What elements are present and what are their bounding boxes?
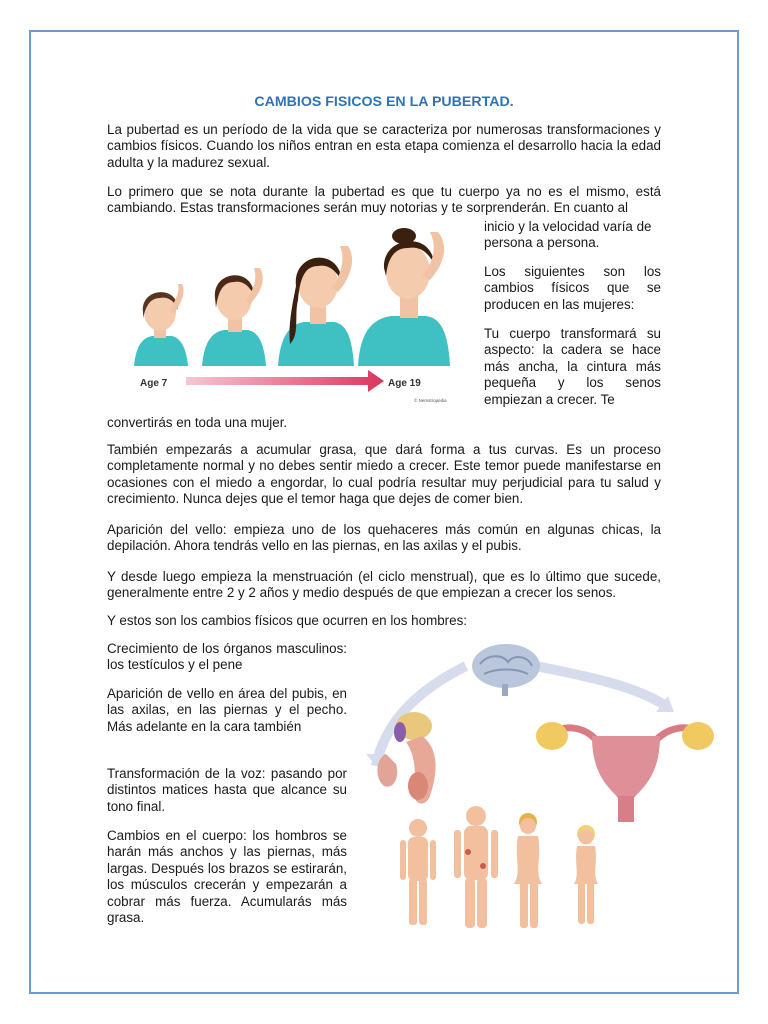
paragraph-men-voice: Transformación de la voz: pasando por distintos matices hasta que alcance su tono final. [107, 766, 347, 814]
body-development-illustration [400, 806, 598, 928]
paragraph-men-organs: Crecimiento de los órganos masculinos: los testículos y el pene [107, 641, 347, 673]
girl-age-19-illustration [358, 228, 450, 366]
paragraph-fat: También empezarás a acumular grasa, que dará forma a tus curvas. Es un proceso completamente normal y no debes sentir miedo a crecer. Este temor puede manifestarse en ocasiones con el miedo a engordar, lo cual podría resultar muy perjudicial para tu salud y crecimiento. Nunca dejes que el temor haga que dejes de comer bien. [107, 442, 661, 507]
paragraph-menstruation: Y desde luego empieza la menstruación (el ciclo menstrual), que es lo último que sucede, generalmente entre 2 y 2 años y medio después de que empiezan a crecer los senos. [107, 569, 661, 601]
female-organs-illustration [536, 722, 714, 822]
male-organs-illustration [377, 712, 435, 804]
paragraph-women-intro: Los siguientes son los cambios físicos que se producen en las mujeres: [484, 264, 661, 312]
image-credit: © Nemstropedia [414, 398, 447, 403]
paragraph-women-body: Tu cuerpo transformará su aspecto: la cadera se hace más ancha, la cintura más pequeña y los senos empiezan a crecer. Te [484, 326, 661, 407]
paragraph-men-hair: Aparición de vello en área del pubis, en las axilas, en las piernas y el pecho. Más adelante en la cara también [107, 686, 347, 734]
girl-age-10-illustration [202, 268, 266, 366]
page-title: CAMBIOS FISICOS EN LA PUBERTAD. [254, 94, 514, 110]
age-start-label: Age 7 [140, 378, 168, 389]
girl-age-7-illustration [134, 284, 188, 366]
paragraph-hair: Aparición del vello: empieza uno de los quehaceres más común en algunas chicas, la depilación. Ahora tendrás vello en las piernas, en las axilas y el pubis. [107, 522, 661, 554]
puberty-anatomy-figure [356, 636, 726, 936]
paragraph-first-changes-cont: inicio y la velocidad varía de persona a persona. [484, 219, 652, 251]
puberty-girl-figure [130, 226, 454, 408]
brain-illustration [472, 644, 540, 696]
girl-age-14-illustration [278, 246, 354, 366]
paragraph-men-intro: Y estos son los cambios físicos que ocurren en los hombres: [107, 613, 467, 628]
paragraph-intro: La pubertad es un período de la vida que se caracteriza por numerosas transformaciones y cambios físicos. Cuando los niños entran en esta etapa comienza el desarrollo hacia la edad adulta y la madurez sexual. [107, 122, 661, 170]
paragraph-men-body: Cambios en el cuerpo: los hombros se harán más anchos y las piernas, más largas. Después los brazos se estirarán, los músculos crecerán y empezarán a cobrar más fuerza. Acumularás más grasa. [107, 828, 347, 926]
paragraph-first-changes: Lo primero que se nota durante la pubertad es que tu cuerpo ya no es el mismo, está cambiando. Estas transformaciones serán muy notorias y te sorprenderán. En cuanto al [107, 184, 661, 216]
age-progression-arrow [186, 370, 384, 392]
age-end-label: Age 19 [388, 378, 421, 389]
paragraph-women-body-end: convertirás en toda una mujer. [107, 415, 288, 430]
